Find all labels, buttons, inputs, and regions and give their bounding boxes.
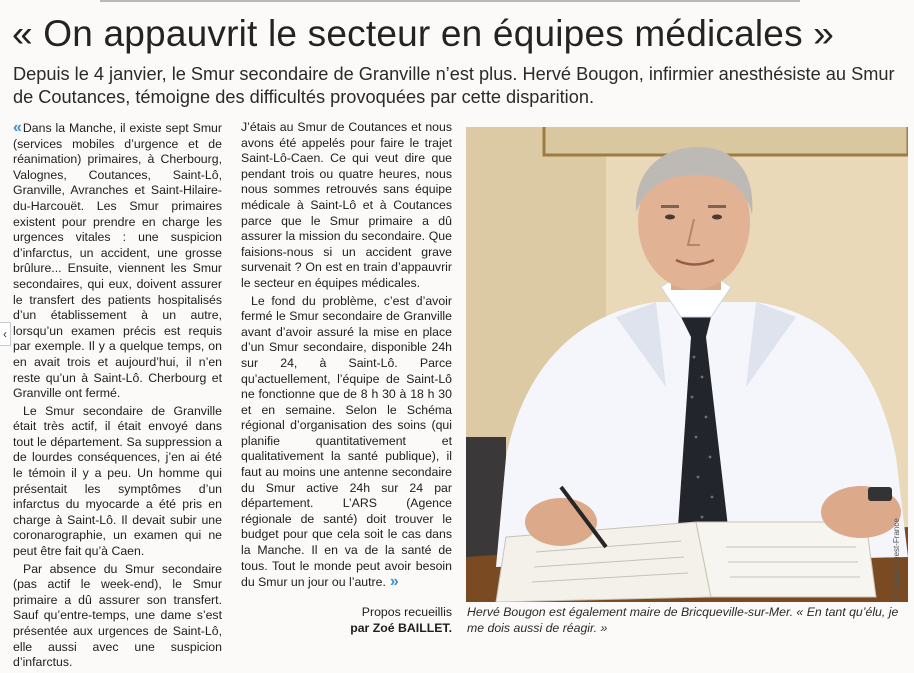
paragraph: Le fond du problème, c’est d’avoir fermé le Smur secondaire de Granville avant d’avoir assuré la mise en place d’un Smur secondaire, disponible 24h sur 24, à Saint-Lô. Parce qu’actuellement, l’équipe de Saint-Lô ne fonctionne que de 8 h 30 à 18 h 30 et en semaine. Selon le Schéma régional d’organisation des soins (qui planifie quantitativement et qualitativement la santé publique), il faut au moins une antenne secondaire du Smur active 24h sur 24 par département. L’ARS (Agence régionale de santé) doit trouver le budget pour que cela soit le cas dans la Manche. Il en va de la santé de tous. Tout le monde peut avoir besoin du Smur un jour ou l’autre. » bbox=[241, 293, 452, 591]
open-quote-icon: « bbox=[13, 119, 19, 136]
paragraph: « Dans la Manche, il existe sept Smur (services mobiles d’urgence et de réanimation) primaires, à Cherbourg, Valognes, Coutances, Saint-Lô, Granville, Avranches et Saint-Hilaire-du-Harcouët. Les Smur primaires existent pour prendre en charge les urgences vitales : une suspicion d’infarctus, un accident, une grosse brûlure... Ensuite, viennent les Smur secondaires, qui eux, doivent assurer le transfert des patients hospitalisés d’un établissement à un autre, lorsqu’un examen précis est requis par exemple. Il y a quelque temps, on en avait trois et aujourd’hui, il n’en reste qu’un à Saint-Lô. Cherbourg et Granville ont fermé. bbox=[13, 119, 222, 401]
credit-line: Propos recueillis bbox=[361, 605, 452, 619]
paragraph: J’étais au Smur de Coutances et nous avons été appelés pour faire le trajet Saint-Lô-Caen. Ce qui veut dire que pendant trois ou quatre heures, nous nous sommes retrouvés sans équipe médicale à Saint-Lô et à Coutances parce que le Smur primaire a dû assurer la mission du secondaire. Que faisions-nous si un accident grave survenait ? On est en train d’appauvrir le secteur en équipes médicales. bbox=[241, 120, 452, 290]
portrait-photo bbox=[466, 127, 908, 602]
photo-credit: Archives Ouest-France bbox=[892, 518, 901, 600]
author-credit bbox=[320, 605, 452, 636]
previous-page-arrow-icon[interactable]: ‹ bbox=[0, 322, 11, 346]
close-quote-icon: » bbox=[389, 573, 396, 591]
credit-author: par Zoé BAILLET. bbox=[350, 620, 452, 635]
standfirst: Depuis le 4 janvier, le Smur secondaire de Granville n’est plus. Hervé Bougon, infirmier anesthésiste au Smur de Coutances, témoigne des difficultés provoquées par cette disparition. bbox=[13, 64, 895, 107]
article-column-2 bbox=[241, 120, 452, 593]
article-column-1 bbox=[13, 120, 222, 673]
page-title: « On appauvrit le secteur en équipes médicales » bbox=[12, 13, 835, 54]
photo-caption: Hervé Bougon est également maire de Bricqueville-sur-Mer. « En tant qu’élu, je me dois aussi de réagir. » bbox=[467, 605, 899, 635]
top-divider bbox=[100, 0, 800, 2]
portrait-illustration bbox=[466, 127, 908, 602]
paragraph: Par absence du Smur secondaire (pas actif le week-end), le Smur primaire a dû assurer son transfert. Sauf qu’entre-temps, une dame s’est présentée aux urgences de Saint-Lô, elle aussi avec une suspicion d’infarctus. bbox=[13, 561, 222, 670]
paragraph: Le Smur secondaire de Granville était très actif, il était envoyé dans tout le département. Sa suppression a de lourdes conséquences, j’en ai été le témoin il y a peu. Un homme qui présentait les symptômes d’un infarctus du myocarde a été pris en charge à Saint-Lô. Il devait subir une coronarographie, un examen qui ne peut être fait qu’à Caen. bbox=[13, 403, 222, 559]
